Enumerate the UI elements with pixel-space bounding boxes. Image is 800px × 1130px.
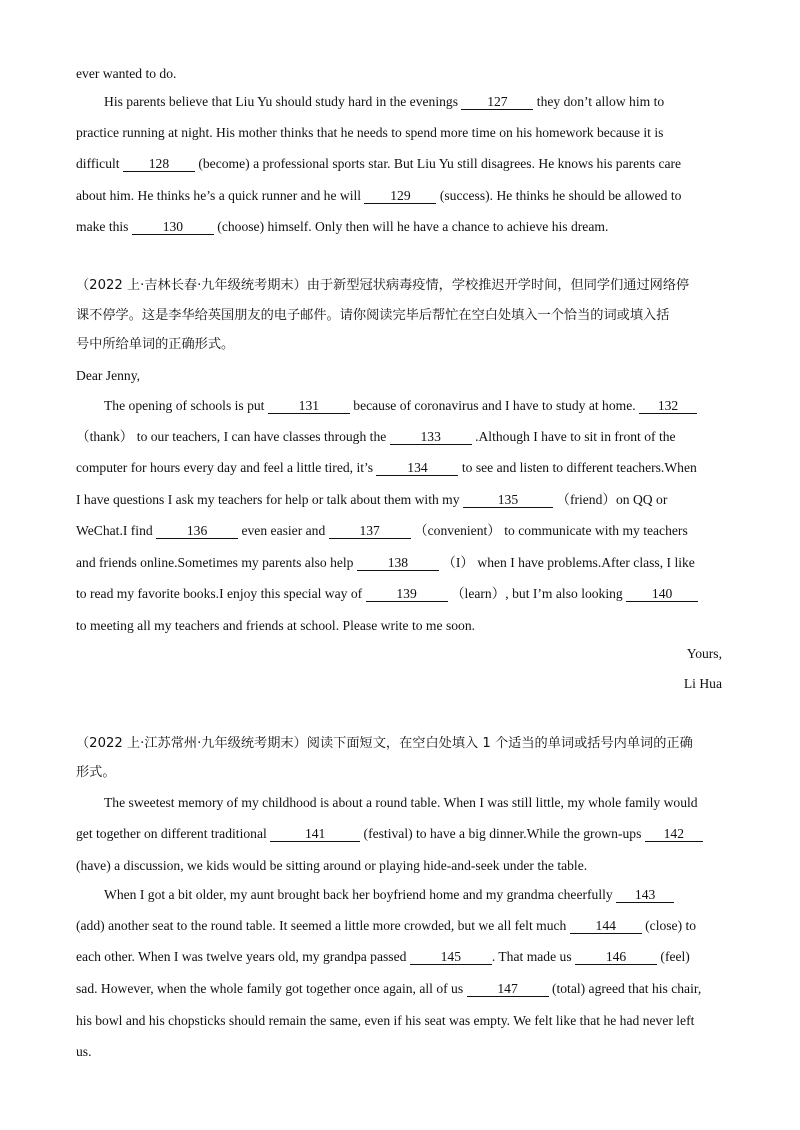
text-line bbox=[76, 1012, 694, 1030]
text-segment: (festival) to have a big dinner.While the grown-ups bbox=[360, 826, 645, 841]
text-segment: (choose) himself. Only then will he have a chance to achieve his dream. bbox=[213, 219, 609, 234]
text-line bbox=[104, 397, 697, 415]
answer-blank-144[interactable]: 144 bbox=[570, 919, 642, 934]
text-segment: (become) a professional sports star. But Liu Yu still disagrees. He knows his parents care bbox=[194, 156, 682, 171]
text-line bbox=[76, 307, 669, 325]
text-segment: （2022 上·江苏常州·九年级统考期末）阅读下面短文，在空白处填入 1 个适当的单词或括号内单词的正确 bbox=[76, 736, 693, 751]
answer-blank-147[interactable]: 147 bbox=[467, 982, 549, 997]
text-segment: practice running at night. His mother thinks that he needs to spend more time on his homework because it is bbox=[76, 125, 664, 140]
text-segment: us. bbox=[76, 1044, 92, 1059]
text-segment: When I got a bit older, my aunt brought back her boyfriend home and my grandma cheerfully bbox=[104, 887, 617, 902]
answer-blank-146[interactable]: 146 bbox=[575, 950, 657, 965]
answer-blank-130[interactable]: 130 bbox=[132, 220, 214, 235]
text-segment: （convenient） to communicate with my teachers bbox=[410, 523, 688, 538]
text-line bbox=[76, 124, 663, 142]
text-segment: （thank） to our teachers, I can have classes through the bbox=[76, 429, 390, 444]
text-line bbox=[76, 155, 681, 173]
answer-blank-137[interactable]: 137 bbox=[329, 524, 411, 539]
text-line bbox=[76, 764, 116, 782]
text-segment: to meeting all my teachers and friends at school. Please write to me soon. bbox=[76, 618, 476, 633]
text-line bbox=[76, 491, 667, 509]
text-line bbox=[76, 948, 690, 966]
text-segment: sad. However, when the whole family got together once again, all of us bbox=[76, 981, 467, 996]
answer-blank-136[interactable]: 136 bbox=[156, 524, 238, 539]
text-segment: ever wanted to do. bbox=[76, 66, 177, 81]
answer-blank-141[interactable]: 141 bbox=[270, 827, 360, 842]
text-segment: even easier and bbox=[238, 523, 329, 538]
text-line bbox=[76, 428, 676, 446]
text-segment: （friend）on QQ or bbox=[552, 492, 668, 507]
text-segment: computer for hours every day and feel a little tired, it’s bbox=[76, 460, 377, 475]
text-segment: make this bbox=[76, 219, 132, 234]
text-segment: 号中所给单词的正确形式。 bbox=[76, 337, 235, 352]
text-segment: His parents believe that Liu Yu should study hard in the evenings bbox=[104, 94, 462, 109]
text-segment: (feel) bbox=[657, 949, 690, 964]
text-line bbox=[104, 886, 674, 904]
text-segment: (close) to bbox=[641, 918, 697, 933]
text-segment: （2022 上·吉林长春·九年级统考期末）由于新型冠状病毒疫情，学校推迟开学时间，但同学们通过网络停 bbox=[76, 278, 690, 293]
text-segment: about him. He thinks he’s a quick runner and he will bbox=[76, 188, 365, 203]
text-line bbox=[76, 1043, 92, 1061]
text-segment: (have) a discussion, we kids would be sitting around or playing hide-and-seek under the table. bbox=[76, 858, 588, 873]
answer-blank-145[interactable]: 145 bbox=[410, 950, 492, 965]
text-segment: (total) agreed that his chair, bbox=[548, 981, 702, 996]
text-line bbox=[76, 617, 475, 635]
answer-blank-132[interactable]: 132 bbox=[639, 399, 697, 414]
text-segment: (add) another seat to the round table. It seemed a little more crowded, but we all felt much bbox=[76, 918, 570, 933]
closing-name: Li Hua bbox=[683, 676, 722, 691]
answer-blank-143[interactable]: 143 bbox=[616, 888, 674, 903]
text-segment: .Although I have to sit in front of the bbox=[471, 429, 676, 444]
text-segment: and friends online.Sometimes my parents also help bbox=[76, 555, 357, 570]
text-line bbox=[76, 367, 140, 385]
text-line bbox=[76, 187, 681, 205]
text-line bbox=[76, 735, 693, 753]
text-segment: (success). He thinks he should be allowed to bbox=[436, 188, 682, 203]
text-segment: I have questions I ask my teachers for help or talk about them with my bbox=[76, 492, 463, 507]
text-segment: （I） when I have problems.After class, I like bbox=[438, 555, 695, 570]
text-segment: each other. When I was twelve years old, my grandpa passed bbox=[76, 949, 410, 964]
text-line bbox=[76, 459, 697, 477]
text-line bbox=[76, 522, 688, 540]
text-line bbox=[76, 825, 703, 843]
text-segment: （learn）, but I’m also looking bbox=[447, 586, 627, 601]
answer-blank-133[interactable]: 133 bbox=[390, 430, 472, 445]
text-line bbox=[76, 277, 689, 295]
text-segment: to see and listen to different teachers.When bbox=[458, 460, 697, 475]
text-line bbox=[76, 554, 695, 572]
text-line bbox=[76, 917, 696, 935]
text-segment: difficult bbox=[76, 156, 123, 171]
answer-blank-140[interactable]: 140 bbox=[626, 587, 698, 602]
answer-blank-138[interactable]: 138 bbox=[357, 556, 439, 571]
text-segment: . That made us bbox=[491, 949, 576, 964]
answer-blank-135[interactable]: 135 bbox=[463, 493, 553, 508]
text-line bbox=[76, 585, 698, 603]
text-segment: his bowl and his chopsticks should remain the same, even if his seat was empty. We felt like that he had never left bbox=[76, 1013, 695, 1028]
text-segment: The sweetest memory of my childhood is about a round table. When I was still little, my whole family would bbox=[104, 795, 698, 810]
text-segment: to read my favorite books.I enjoy this special way of bbox=[76, 586, 366, 601]
answer-blank-139[interactable]: 139 bbox=[366, 587, 448, 602]
text-line bbox=[104, 794, 698, 812]
text-line bbox=[76, 218, 608, 236]
text-line bbox=[76, 857, 587, 875]
closing-yours: Yours, bbox=[686, 646, 722, 661]
text-segment: WeChat.I find bbox=[76, 523, 157, 538]
text-segment: they don’t allow him to bbox=[533, 94, 665, 109]
text-segment: 课不停学。这是李华给英国朋友的电子邮件。请你阅读完毕后帮忙在空白处填入一个恰当的词或填入括 bbox=[76, 308, 670, 323]
text-segment: The opening of schools is put bbox=[104, 398, 268, 413]
text-segment: get together on different traditional bbox=[76, 826, 271, 841]
text-segment: Dear Jenny, bbox=[76, 368, 141, 383]
text-line bbox=[76, 336, 234, 354]
answer-blank-131[interactable]: 131 bbox=[268, 399, 350, 414]
text-segment: because of coronavirus and I have to study at home. bbox=[349, 398, 640, 413]
answer-blank-127[interactable]: 127 bbox=[461, 95, 533, 110]
text-line bbox=[104, 93, 664, 111]
answer-blank-142[interactable]: 142 bbox=[645, 827, 703, 842]
answer-blank-128[interactable]: 128 bbox=[123, 157, 195, 172]
text-line bbox=[76, 65, 176, 83]
text-segment: 形式。 bbox=[76, 765, 116, 780]
answer-blank-129[interactable]: 129 bbox=[364, 189, 436, 204]
answer-blank-134[interactable]: 134 bbox=[376, 461, 458, 476]
text-line bbox=[76, 980, 701, 998]
